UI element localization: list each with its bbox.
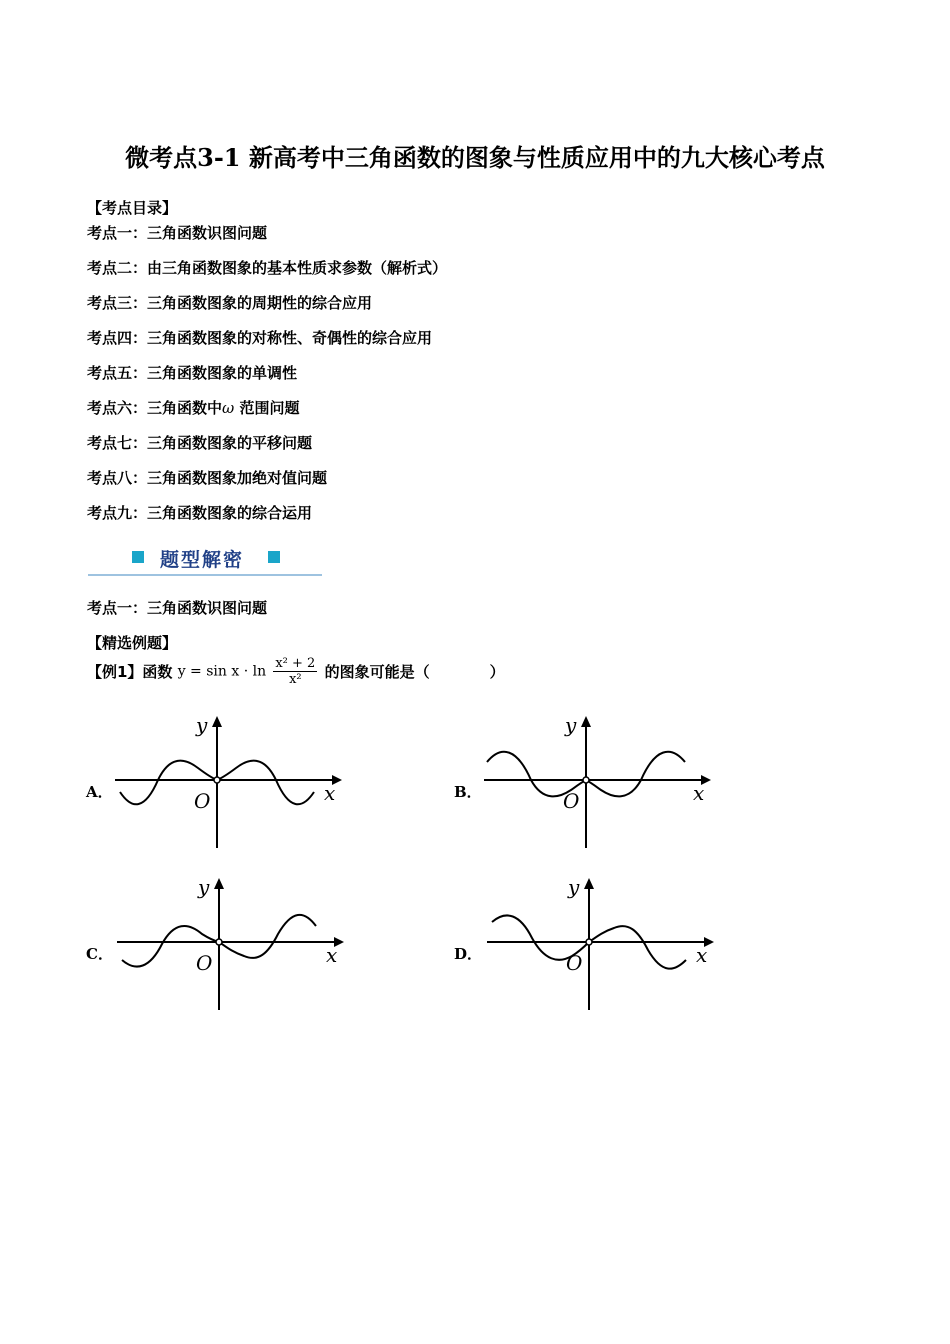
- origin-point: [583, 777, 589, 783]
- toc-item-6-prefix: 考点六：三角函数中: [87, 399, 223, 417]
- x-axis-label: x: [324, 781, 336, 805]
- toc-item-6-suffix: 范围问题: [239, 399, 300, 417]
- toc-item-1: 考点一：三角函数识图问题: [87, 224, 268, 242]
- y-axis-label: y: [568, 875, 580, 899]
- section-banner: [88, 542, 322, 576]
- toc-item-8: 考点八：三角函数图象加绝对值问题: [87, 469, 328, 487]
- omega-symbol: ω: [222, 399, 235, 417]
- origin-point: [586, 939, 592, 945]
- example-suffix: 的图象可能是（ ）: [324, 663, 505, 681]
- option-a-graph[interactable]: [110, 710, 350, 850]
- toc-item-4: 考点四：三角函数图象的对称性、奇偶性的综合应用: [87, 329, 433, 347]
- y-axis-arrow: [581, 716, 591, 727]
- section-heading: 考点一：三角函数识图问题: [87, 599, 268, 617]
- toc-item-7: 考点七：三角函数图象的平移问题: [87, 434, 313, 452]
- banner-square-left: [132, 551, 144, 563]
- page-title: 微考点3-1 新高考中三角函数的图象与性质应用中的九大核心考点: [125, 143, 825, 172]
- origin-label: O: [563, 789, 580, 813]
- banner-square-right: [268, 551, 280, 563]
- origin-label: O: [194, 789, 211, 813]
- example-question: [87, 656, 505, 687]
- toc-item-3: 考点三：三角函数图象的周期性的综合应用: [87, 294, 373, 312]
- option-c-graph[interactable]: [112, 872, 352, 1012]
- option-a-label[interactable]: A．: [86, 783, 113, 801]
- y-axis-label: y: [565, 713, 577, 737]
- formula-fraction: [273, 656, 317, 687]
- banner-text: 题型解密: [160, 549, 245, 571]
- y-axis-label: y: [198, 875, 210, 899]
- option-b-label[interactable]: B．: [454, 783, 482, 801]
- option-c-label[interactable]: C．: [86, 945, 113, 963]
- banner-underline: [88, 574, 322, 576]
- y-axis-arrow: [212, 716, 222, 727]
- origin-point: [216, 939, 222, 945]
- y-axis-arrow: [584, 878, 594, 889]
- example-label: 【例1】函数: [87, 663, 173, 681]
- toc-item-9: 考点九：三角函数图象的综合运用: [87, 504, 313, 522]
- origin-label: O: [196, 951, 213, 975]
- formula-numerator: x² + 2: [275, 656, 316, 671]
- y-axis-label: y: [196, 713, 208, 737]
- toc-heading: 【考点目录】: [87, 199, 178, 217]
- x-axis-label: x: [696, 943, 708, 967]
- option-b-graph[interactable]: [479, 710, 719, 850]
- toc-item-6: [87, 397, 300, 418]
- origin-point: [214, 777, 220, 783]
- x-axis-label: x: [326, 943, 338, 967]
- formula-lhs: y = sin x · ln: [177, 663, 267, 680]
- formula-denominator: x²: [289, 672, 302, 687]
- origin-label: O: [566, 951, 583, 975]
- option-d-graph[interactable]: [482, 872, 722, 1012]
- toc-item-2: 考点二：由三角函数图象的基本性质求参数（解析式）: [87, 259, 448, 277]
- toc-item-5: 考点五：三角函数图象的单调性: [87, 364, 298, 382]
- option-d-label[interactable]: D．: [454, 945, 483, 963]
- section-subheading: 【精选例题】: [87, 634, 178, 652]
- x-axis-label: x: [693, 781, 705, 805]
- y-axis-arrow: [214, 878, 224, 889]
